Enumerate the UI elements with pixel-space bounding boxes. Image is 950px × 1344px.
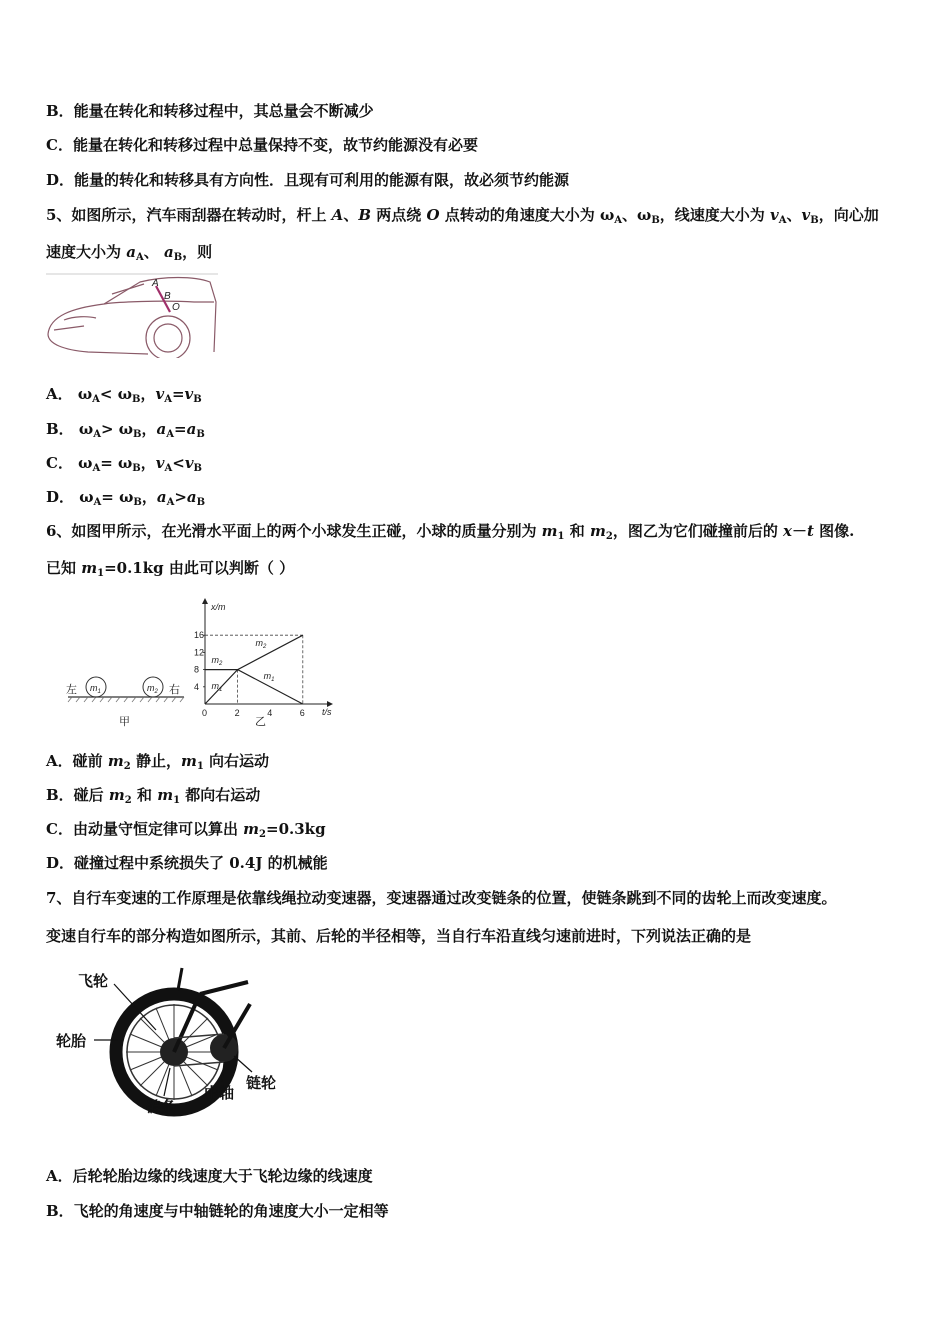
- q5-option-a: A． $\omega_A< \omega_B$，$v_A=v_B$: [46, 385, 202, 405]
- series-label: $m_2$: [211, 655, 223, 668]
- caption-yi: 乙: [255, 716, 266, 728]
- q4-option-c: C．能量在转化和转移过程中总量保持不变，故节约能源没有必要: [46, 136, 478, 154]
- label-point-b: B: [164, 291, 171, 302]
- x-tick-label: 2: [234, 708, 240, 718]
- q4-option-b: B．能量在转化和转移过程中，其总量会不断减少: [46, 102, 374, 120]
- q4-option-d: D．能量的转化和转移具有方向性．且现有可利用的能源有限，故必须节约能源: [46, 171, 570, 189]
- label-sprocket: 链轮: [246, 1075, 277, 1092]
- series-label: $m_2$: [255, 637, 267, 650]
- label-point-a: A: [152, 278, 159, 289]
- label-axle: 中轴: [204, 1085, 235, 1102]
- q6-figure-jia: [56, 590, 191, 730]
- label-chain: 链条: [146, 1099, 177, 1116]
- label-point-o: O: [172, 302, 180, 313]
- q5-option-d: D． $\omega_A= \omega_B$，$a_A>a_B$: [46, 488, 206, 508]
- q6-xt-chart: [190, 590, 345, 730]
- y-tick-label: 12: [194, 647, 205, 658]
- q5-stem-line1: 5、如图所示，汽车雨刮器在转动时，杆上 A、B 两点绕 O 点转动的角速度大小为 $\omega_A$、$\omega_B$，线速度大小为 $v_A$、$v_B$，向心加: [46, 206, 879, 226]
- svg-text:m2: $m_2$: [147, 683, 158, 695]
- label-tire: 轮胎: [56, 1033, 87, 1050]
- q7-stem-line1: 7、自行车变速的工作原理是依靠线绳拉动变速器，变速器通过改变链条的位置，使链条跳到不同的齿轮上而改变速度。: [46, 889, 837, 907]
- label-right: 右: [169, 684, 180, 696]
- y-axis-label: x/m: [211, 602, 226, 612]
- svg-text:m1: $m_1$: [90, 683, 101, 695]
- label-left: 左: [66, 684, 77, 696]
- series-label: $m_1$: [263, 671, 275, 684]
- q6-option-a: A．碰前 $m_2$ 静止，$m_1$ 向右运动: [46, 752, 270, 772]
- q5-option-c: C． $\omega_A= \omega_B$，$v_A<v_B$: [46, 454, 202, 474]
- label-flywheel: 飞轮: [78, 973, 109, 990]
- q7-option-a: A．后轮轮胎边缘的线速度大于飞轮边缘的线速度: [46, 1167, 373, 1185]
- y-tick-label: 8: [194, 664, 200, 675]
- q6-stem-line1: 6、如图甲所示，在光滑水平面上的两个小球发生正碰，小球的质量分别为 $m_1$ 和 $m_2$，图乙为它们碰撞前后的 x－t 图像.: [46, 522, 855, 542]
- q7-stem-line2: 变速自行车的部分构造如图所示，其前、后轮的半径相等，当自行车沿直线匀速前进时，下列说法正确的是: [46, 927, 752, 945]
- q5-option-b: B． $\omega_A> \omega_B$，$a_A=a_B$: [46, 420, 205, 440]
- x-tick-label: 0: [202, 708, 208, 718]
- x-axis-label: t/s: [322, 707, 332, 717]
- caption-jia: 甲: [119, 716, 130, 728]
- q5-car-wiper-figure: [44, 272, 220, 358]
- q6-option-c: C．由动量守恒定律可以算出 $m_2=0.3kg$: [46, 820, 326, 840]
- x-tick-label: 4: [267, 708, 273, 718]
- y-tick-label: 4: [194, 681, 200, 692]
- q6-option-d: D．碰撞过程中系统损失了 0.4J 的机械能: [46, 854, 328, 872]
- y-tick-label: 16: [194, 630, 205, 641]
- q7-option-b: B．飞轮的角速度与中轴链轮的角速度大小一定相等: [46, 1202, 389, 1220]
- q7-bicycle-figure: [52, 964, 302, 1124]
- series-label: $m_1$: [211, 680, 223, 693]
- q6-stem-line2: 已知 $m_1=0.1kg$ 由此可以判断（ ）: [46, 559, 295, 579]
- q5-stem-line2: 速度大小为 $a_A$、 $a_B$，则: [46, 243, 213, 263]
- x-tick-label: 6: [299, 708, 305, 718]
- q6-option-b: B．碰后 $m_2$ 和 $m_1$ 都向右运动: [46, 786, 261, 806]
